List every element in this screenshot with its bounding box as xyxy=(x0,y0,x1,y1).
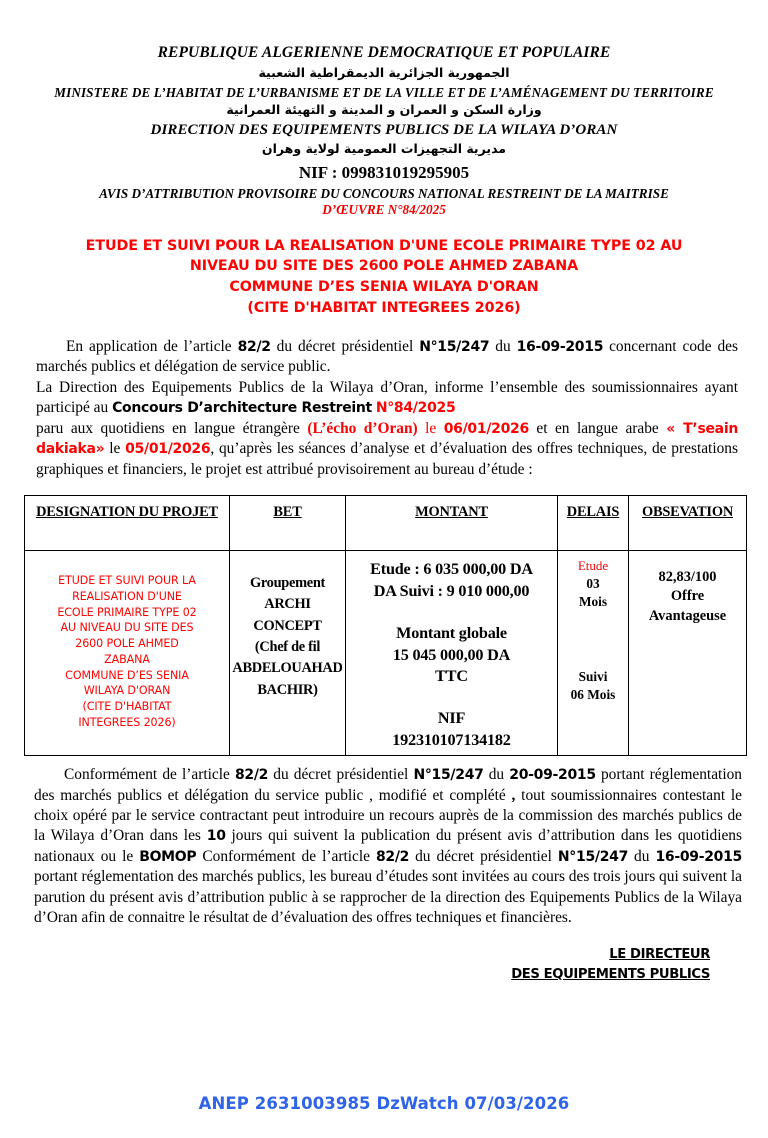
avis-title-line1: AVIS D’ATTRIBUTION PROVISOIRE DU CONCOURS NATIONAL RESTREINT DE LA MAITRISE xyxy=(99,185,669,201)
lower-h: du décret présidentiel xyxy=(409,847,558,865)
bet-line: (Chef de fil xyxy=(254,638,321,655)
intro-p1-b: du décret présidentiel xyxy=(270,337,420,355)
lower-comma: , xyxy=(511,786,516,804)
nif-label: NIF xyxy=(437,709,466,728)
designation-text xyxy=(25,551,229,731)
bet-line: ABDELOUAHAD xyxy=(232,660,343,677)
spacer xyxy=(558,610,628,668)
observation-score: 82,83/100 xyxy=(658,569,717,586)
signature-block xyxy=(0,945,768,985)
intro-paragraph-3 xyxy=(36,419,738,480)
direction-title-ar: مديرية التجهيزات العمومية لولاية وهران xyxy=(261,141,507,157)
document-footer xyxy=(0,1094,768,1114)
observation-text xyxy=(629,551,746,626)
intro-p1-decret: N°15/247 xyxy=(419,338,490,355)
designation-line: AU NIVEAU DU SITE DES xyxy=(60,621,194,635)
intro-p3-b: le xyxy=(417,419,444,437)
journal-fr: (L’écho d’Oran) xyxy=(307,419,418,437)
project-title-line1: ETUDE ET SUIVI POUR LA REALISATION D'UNE ECOLE PRIMAIRE TYPE 02 AU xyxy=(85,237,683,254)
delais-etude-value: 03 xyxy=(586,575,600,591)
anep-reference: ANEP 2631003985 DzWatch 07/03/2026 xyxy=(198,1094,570,1113)
bet-line: Groupement xyxy=(249,575,326,592)
header-text-montant: MONTANT xyxy=(415,504,488,521)
award-table-wrapper xyxy=(24,495,746,756)
intro-p1-article: 82/2 xyxy=(237,338,271,355)
ministry-title-ar: وزارة السكن و العمران و المدينة و التهيئة العمرانية xyxy=(226,102,542,118)
project-title-line3: COMMUNE D’ES SENIA WILAYA D'ORAN xyxy=(229,279,539,296)
project-title-line2: NIVEAU DU SITE DES 2600 POLE AHMED ZABANA xyxy=(189,258,579,275)
delais-suivi-value: 06 Mois xyxy=(570,687,616,703)
designation-line: 2600 POLE AHMED xyxy=(75,637,179,651)
table-header-row xyxy=(25,496,747,551)
recourse-text xyxy=(34,765,742,929)
lower-b: du décret présidentiel xyxy=(268,766,414,784)
bet-line: BACHIR) xyxy=(257,681,318,698)
delais-etude-unit: Mois xyxy=(578,593,608,609)
intro-p1-c: du xyxy=(489,337,517,355)
table-row xyxy=(25,551,747,756)
intro-paragraphs xyxy=(0,337,768,480)
intro-p3-a: paru aux quotidiens en langue étrangère xyxy=(36,419,308,437)
recourse-paragraph xyxy=(0,765,768,929)
lower-c: du xyxy=(483,766,510,784)
observation-line2: Offre xyxy=(670,588,705,605)
intro-p2-concours: Concours D’architecture Restreint xyxy=(112,400,372,417)
lower-days: 10 xyxy=(206,828,226,845)
designation-line: ETUDE ET SUIVI POUR LA xyxy=(58,574,196,588)
montant-ttc: TTC xyxy=(435,667,468,686)
intro-p2-numero: N°84/2025 xyxy=(375,400,456,417)
designation-line: ECOLE PRIMAIRE TYPE 02 xyxy=(57,605,197,619)
table-header-designation xyxy=(25,496,230,551)
intro-paragraph-2 xyxy=(36,378,738,419)
journal-ar: « T’seain dakiaka» xyxy=(36,420,738,458)
award-table xyxy=(24,495,747,756)
intro-p3-c: et en langue arabe xyxy=(528,419,667,437)
montant-etude: Etude : 6 035 000,00 DA xyxy=(370,560,533,579)
date-publication-fr: 06/01/2026 xyxy=(443,420,529,437)
montant-text xyxy=(346,551,557,752)
cell-designation xyxy=(25,551,230,756)
signature-line1: LE DIRECTEUR xyxy=(609,946,710,962)
intro-p1-a: En application de l’article xyxy=(66,337,238,355)
project-title xyxy=(0,236,768,319)
delais-suivi-label: Suivi xyxy=(578,669,608,685)
nif-header: NIF : 099831019295905 xyxy=(298,162,470,182)
table-header-delais xyxy=(558,496,629,551)
header-text-bet: BET xyxy=(273,504,302,521)
cell-delais xyxy=(558,551,629,756)
lower-j: portant réglementation des marchés publics, les bureau d’études sont invitées au cours des trois jours qui suivent la parution du présent avis d’attribution public à se rapprocher de la direction des Equipements Publics de la Wilaya d’Oran afin de connaitre le résultat de d’évaluation des offres techniques et financières. xyxy=(34,868,742,927)
table-header-montant xyxy=(346,496,558,551)
lower-bomop: BOMOP xyxy=(139,848,197,865)
lower-g: Conformément de l’article xyxy=(196,847,376,865)
montant-globale-value: 15 045 000,00 DA xyxy=(392,645,511,664)
spacer xyxy=(348,688,555,708)
bet-text xyxy=(230,551,345,701)
lower-e: tout soumissionnaires contestant le choix opéré par le service contractant peut introduire un recours auprès de la commission des marchés publics de la Wilaya d’Oran dans les xyxy=(34,786,742,845)
delais-text xyxy=(558,551,628,704)
ministry-title-fr: MINISTERE DE L’HABITAT DE L’URBANISME ET DE LA VILLE ET DE L’AMÉNAGEMENT DU TERRITOIRE xyxy=(54,84,714,100)
lower-a: Conformément de l’article xyxy=(64,766,235,784)
lower-article1: 82/2 xyxy=(234,767,269,784)
intro-p2-a: La Direction des Equipements Publics de la Wilaya d’Oran, informe l’ensemble des soumissionnaires ayant participé au xyxy=(36,378,738,417)
republic-title-fr: REPUBLIQUE ALGERIENNE DEMOCRATIQUE ET POPULAIRE xyxy=(157,44,611,61)
republic-title-ar: الجمهورية الجزائرية الديمقراطية الشعبية xyxy=(258,64,510,80)
bet-line: CONCEPT xyxy=(253,617,322,634)
lower-decret2: N°15/247 xyxy=(557,848,629,865)
lower-date1: 20-09-2015 xyxy=(509,767,596,784)
table-header-bet xyxy=(230,496,346,551)
lower-date2: 16-09-2015 xyxy=(655,848,742,865)
lower-decret1: N°15/247 xyxy=(413,767,484,784)
bet-line: ARCHI xyxy=(264,596,311,613)
designation-line: ZABANA xyxy=(104,652,150,666)
date-publication-ar: 05/01/2026 xyxy=(125,441,211,458)
intro-p1-d: concernant code des marchés publics et délégation de service public. xyxy=(36,337,738,376)
header-text-observation: OBSEVATION xyxy=(641,504,734,521)
header-text-designation: DESIGNATION DU PROJET xyxy=(36,504,218,521)
header-text-delais: DELAIS xyxy=(566,504,620,521)
montant-globale-label: Montant globale xyxy=(396,623,507,642)
montant-suivi: DA Suivi : 9 010 000,00 xyxy=(373,581,530,600)
intro-p3-d: le xyxy=(104,440,126,458)
designation-line: REALISATION D'UNE xyxy=(72,589,182,603)
cell-bet xyxy=(230,551,346,756)
spacer xyxy=(348,603,555,623)
designation-line: INTEGREES 2026) xyxy=(78,715,176,729)
intro-p1-date: 16-09-2015 xyxy=(516,338,604,355)
avis-title-line2: D’ŒUVRE N°84/2025 xyxy=(322,201,446,217)
cell-montant xyxy=(346,551,558,756)
document-header xyxy=(0,0,768,218)
lower-d: portant réglementation des marchés publics et délégation du service public , modifié et complété xyxy=(34,766,742,804)
cell-observation xyxy=(629,551,747,756)
intro-p3-e: , qu’après les séances d’analyse et d’évaluation des offres techniques, de prestations graphiques et financiers, le projet est attribué provisoirement au bureau d’étude : xyxy=(36,440,738,478)
signature-line2: DES EQUIPEMENTS PUBLICS xyxy=(511,966,710,982)
lower-article2: 82/2 xyxy=(375,848,410,865)
lower-i: du xyxy=(628,847,656,865)
project-title-line4: (CITE D'HABITAT INTEGREES 2026) xyxy=(247,299,521,316)
observation-line3: Avantageuse xyxy=(648,607,727,624)
direction-title-fr: DIRECTION DES EQUIPEMENTS PUBLICS DE LA WILAYA D’ORAN xyxy=(150,121,618,138)
delais-etude-label: Etude xyxy=(577,558,609,574)
designation-line: WILAYA D'ORAN xyxy=(83,684,171,698)
designation-line: COMMUNE D’ES SENIA xyxy=(65,668,189,682)
intro-paragraph-1 xyxy=(36,337,738,378)
designation-line: (CITE D'HABITAT xyxy=(82,700,172,714)
lower-f: jours qui suivent la publication du présent avis d’attribution dans les quotidiens nationaux ou le xyxy=(34,827,742,865)
table-header-observation xyxy=(629,496,747,551)
nif-value: 192310107134182 xyxy=(392,731,511,750)
